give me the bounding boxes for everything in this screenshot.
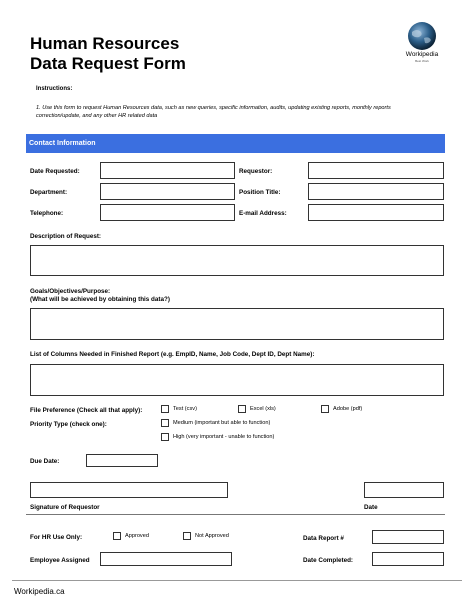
email-field[interactable] (308, 204, 444, 221)
contact-section-title: Contact Information (29, 140, 96, 147)
not-approved-label: Not Approved (195, 533, 229, 539)
form-title-line1: Human Resources (30, 34, 180, 53)
due-date-label: Due Date: (30, 458, 60, 465)
logo-subtext: Best Work (415, 59, 429, 63)
hr-use-label: For HR Use Only: (30, 534, 83, 541)
goals-field[interactable] (30, 308, 444, 340)
date-completed-label: Date Completed: (303, 557, 354, 564)
department-field[interactable] (100, 183, 235, 200)
xls-checkbox[interactable] (238, 405, 246, 413)
requestor-label: Requestor: (239, 168, 273, 175)
telephone-field[interactable] (100, 204, 235, 221)
date-completed-field[interactable] (372, 552, 444, 566)
email-label: E-mail Address: (239, 210, 287, 217)
form-title-line2: Data Request Form (30, 54, 186, 73)
csv-option-label: Test (csv) (173, 406, 197, 412)
approved-checkbox[interactable] (113, 532, 121, 540)
goals-sublabel: (What will be achieved by obtaining this data?) (30, 296, 170, 303)
employee-assigned-label: Employee Assigned (30, 557, 90, 564)
date-requested-label: Date Requested: (30, 168, 80, 175)
instructions-text: 1. Use this form to request Human Resources data, such as new queries, specific information, audits, updating existing reports, monthly reports correction/update, and any other HR related data (36, 105, 391, 119)
columns-label: List of Columns Needed in Finished Report (e.g. EmpID, Name, Job Code, Dept ID, Dept Name): (30, 351, 315, 358)
data-report-field[interactable] (372, 530, 444, 544)
signature-field[interactable] (30, 482, 228, 498)
position-title-label: Position Title: (239, 189, 281, 196)
priority-medium-label: Medium (important but able to function) (173, 420, 271, 426)
priority-label: Priority Type (check one): (30, 421, 107, 428)
csv-checkbox[interactable] (161, 405, 169, 413)
approved-label: Approved (125, 533, 149, 539)
description-label: Description of Request: (30, 233, 102, 240)
not-approved-checkbox[interactable] (183, 532, 191, 540)
employee-assigned-field[interactable] (100, 552, 232, 566)
instructions-heading: Instructions: (36, 86, 73, 92)
position-title-field[interactable] (308, 183, 444, 200)
description-field[interactable] (30, 245, 444, 276)
pdf-option-label: Adobe (pdf) (333, 406, 363, 412)
footer-divider (12, 580, 462, 581)
requestor-field[interactable] (308, 162, 444, 179)
data-report-label: Data Report # (303, 535, 344, 542)
priority-medium-checkbox[interactable] (161, 419, 169, 427)
columns-field[interactable] (30, 364, 444, 396)
date-requested-field[interactable] (100, 162, 235, 179)
footer-text: Workipedia.ca (14, 587, 65, 596)
due-date-field[interactable] (86, 454, 158, 467)
telephone-label: Telephone: (30, 210, 64, 217)
priority-high-label: High (very important - unable to function) (173, 434, 275, 440)
contact-section-header (26, 134, 445, 153)
signature-label: Signature of Requestor (30, 504, 100, 511)
date-label: Date (364, 504, 378, 511)
signature-date-field[interactable] (364, 482, 444, 498)
xls-option-label: Excel (xls) (250, 406, 276, 412)
priority-high-checkbox[interactable] (161, 433, 169, 441)
logo-text: Workipedia (405, 51, 439, 58)
pdf-checkbox[interactable] (321, 405, 329, 413)
file-preference-label: File Preference (Check all that apply): (30, 407, 143, 414)
section-divider (26, 514, 445, 515)
workipedia-logo (402, 20, 442, 66)
globe-icon (402, 20, 442, 52)
goals-label: Goals/Objectives/Purpose: (30, 288, 111, 295)
department-label: Department: (30, 189, 68, 196)
